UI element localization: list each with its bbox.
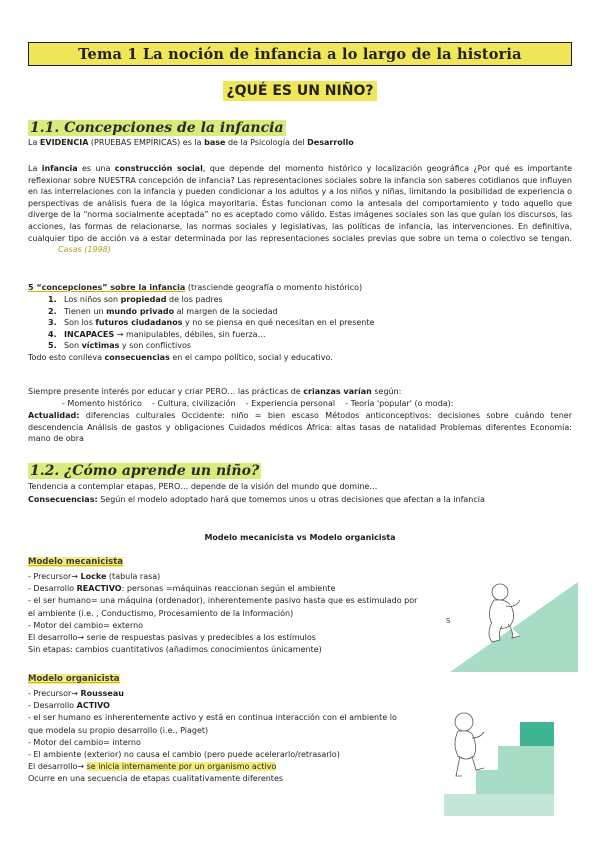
mechanistic-body: - Precursor→ Locke (tabula rasa) - Desarrollo REACTIVO: personas =máquinas reaccionan según el ambiente - el ser humano= una máquina (ordenador), inherentemente pasivo hasta que es estimulado por el ambiente (i.e. , Conductismo, Procesamiento de la Información) - Motor del cambio= externo El desarrollo→ serie de respuestas pasivas y predecibles a los estímulos Sin etapas: cambios cuantitativos (añadimos conocimientos únicamente) [28, 572, 418, 655]
kw-infancia: infancia [41, 164, 78, 173]
ramp-shape [450, 582, 578, 672]
list-item: 5. Son víctimas y son conflictivos [48, 341, 192, 351]
factors-line: - Momento histórico - Cultura, civilización - Experiencia personal - Teoría 'popular' (o moda): [62, 399, 454, 408]
five-conceptions-line: 5 “concepciones” sobre la infancia (trasciende geografía o momento histórico) [28, 283, 363, 292]
baby-climbing-icon [489, 584, 520, 642]
consequence-line: Todo esto conlleva consecuencias en el campo político, social y educativo. [28, 353, 333, 362]
conceptions-list [48, 294, 374, 352]
organicist-body: - Precursor→ Rousseau - Desarrollo ACTIVO - el ser humano es inherentemente activo y está en continua interacción con el ambiente lo que modela su propio desarrollo (i.e., Piaget) - Motor del cambio= interno - El ambiente (exterior) no causa el cambio (pero puede acelerarlo/retrasarlo) El desarrollo→ se inicia internamente por un organismo activo Ocurre en una secuencia de etapas cualitativamente diferentes [28, 689, 397, 784]
baby-walking-icon [455, 713, 484, 776]
document-title: Tema 1 La noción de infancia a lo largo de la historia [78, 45, 522, 63]
evidence-line: La EVIDENCIA (PRUEBAS EMPÍRICAS) es la base de la Psicología del Desarrollo [28, 138, 354, 147]
section-1-1-heading: 1.1. Concepciones de la infancia [30, 120, 284, 136]
stair-top [520, 722, 554, 746]
infancy-paragraph: La infancia es una construcción social, que depende del momento histórico y localización geográfica ¿Por qué es importante reflexionar sobre NUESTRA concepción de infancia? Las representaciones sociales sobre la infancia son saberes cotidianos que influyen en las interrelaciones con la infancia y pueden condicionar a los adultos y a los niños y niñas, limitando la posibilidad de experiencia o perspectivas de análisis fuera de la lógica mayoritaria. Éstas funcionan como la antesala del comportamiento y todo aquello que diverge de la “norma socialmente aceptada” no es aceptado como válido. Estas imágenes sociales son las que guían los discursos, las acciones, las formas de relacionarse, las normas sociales y legislativas, las políticas de infancia, las intervenciones. En definitiva, cualquier tipo de acción va a estar determinada por las representaciones sociales previas que sobre un tema o colectivo se tengan. Casas (1998) [28, 164, 572, 255]
five-conceptions-link: 5 “concepciones” sobre la infancia [28, 283, 186, 292]
subtitle-text: ¿QUÉ ES UN NIÑO? [223, 81, 378, 101]
stair-2 [476, 770, 554, 794]
subtitle [0, 80, 600, 99]
mechanistic-heading: Modelo mecanicista [28, 557, 124, 567]
citation: Casas (1998) [58, 245, 111, 255]
stairs-illustration [430, 700, 585, 818]
section-1-2-heading: 1.2. ¿Cómo aprende un niño? [30, 463, 260, 479]
figure-label: S [446, 617, 451, 625]
organicist-heading: Modelo organicista [28, 674, 120, 684]
upbringing-line: Siempre presente interés por educar y criar PERO… las prácticas de crianzas varían según: [28, 387, 402, 396]
list-item: 4. INCAPACES → manipulables, débiles, sin fuerza… [48, 329, 266, 339]
ramp-illustration [440, 578, 580, 674]
title-banner [28, 42, 572, 66]
list-item: 1. Los niños son propiedad de los padres [48, 295, 223, 304]
stair-3 [498, 746, 554, 770]
actualidad-paragraph: Actualidad: diferencias culturales Occidente: niño = bien escaso Métodos anticonceptivos: decisiones sobre cuándo tener descendencia Análisis de gastos y obligaciones Cuidados médicos África: altas tasas de natalidad Problemas diferentes Economía: mano de obra [28, 411, 572, 444]
list-item: 2. Tienen un mundo privado al margen de la sociedad [48, 306, 278, 316]
stair-1 [444, 794, 554, 816]
consequences-line: Consecuencias: Según el modelo adoptado hará que tomemos unos u otras decisiones que afectan a la infancia [28, 495, 485, 504]
comparison-title: Modelo mecanicista vs Modelo organicista [204, 533, 396, 542]
tendency-line: Tendencia a contemplar etapas, PERO… depende de la visión del mundo que domine… [28, 482, 378, 491]
list-item: 3. Son los futuros ciudadanos y no se piensa en qué necesitan en el presente [48, 318, 375, 328]
